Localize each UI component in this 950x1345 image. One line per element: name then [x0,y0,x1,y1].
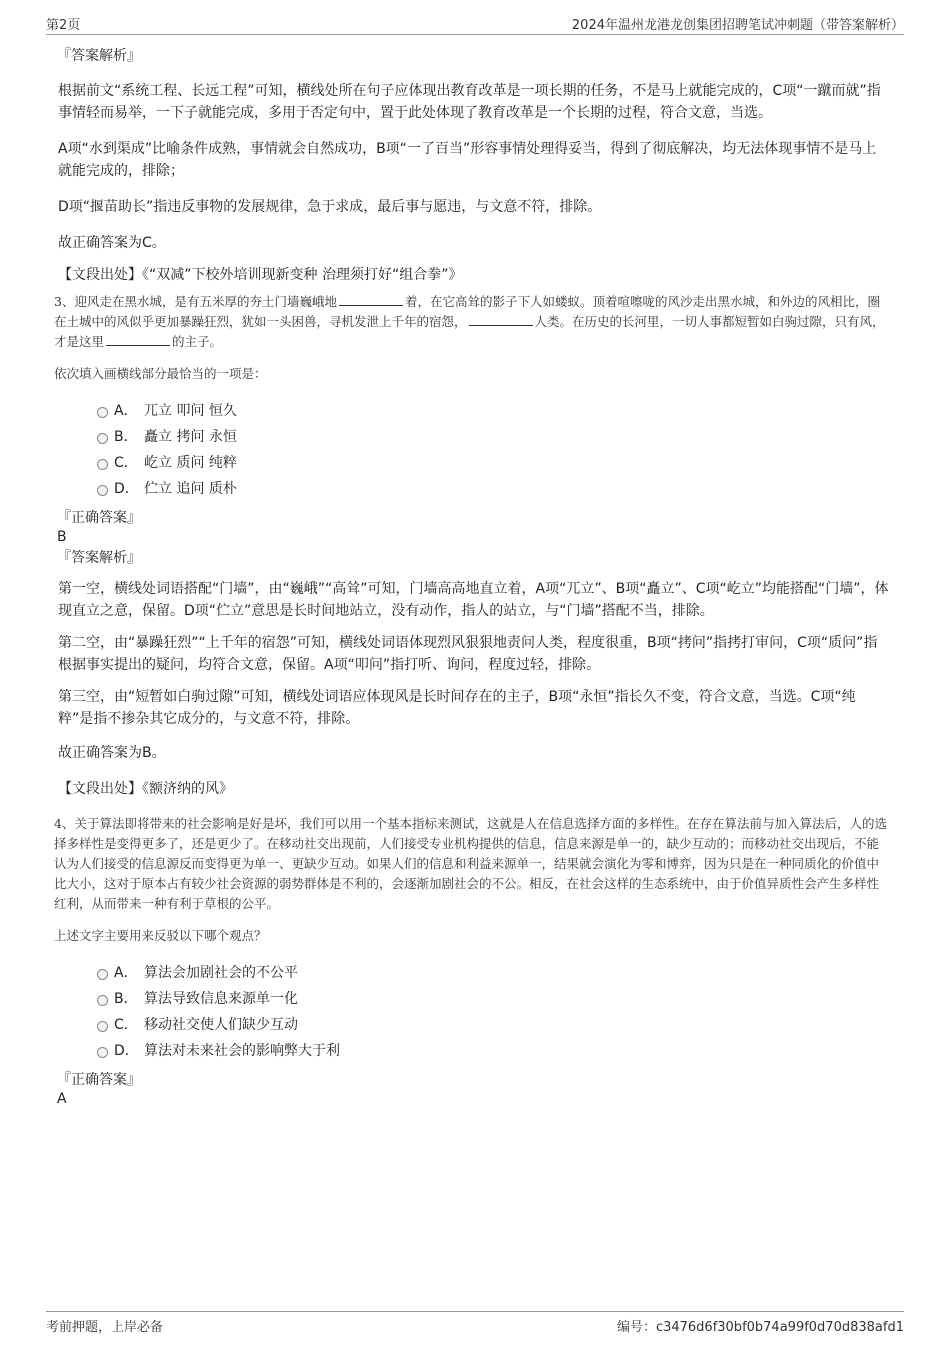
radio-button[interactable] [97,459,108,470]
page-footer [46,1311,904,1334]
page-content [54,46,889,1108]
analysis-paragraph: 第二空，由“暴躁狂烈”“上千年的宿怨”可知，横线处词语体现烈风狠狠地责问人类，程度很重，B项“拷问”指拷打审问，C项“质问”指根据事实提出的疑问，均符合文意，保留。A项“叩问”指打听、询问，程度过轻，排除。 [58,635,878,673]
radio-button[interactable] [97,995,108,1006]
passage-source: 【文段出处】《额济纳的风》 [58,781,233,797]
question-4-text: 4、关于算法即将带来的社会影响是好是坏，我们可以用一个基本指标来测试，这就是人在信息选择方面的多样性。在存在算法前与加入算法后，人的选择多样性是变得更多了，还是更少了。在移动社交出现前，人们接受专业机构提供的信息，信息来源是单一的，缺少互动的；而移动社交出现后，不能认为人们接受的信息源反而变得更为单一、更缺少互动。如果人们的信息和利益来源单一，结果就会演化为零和博弈，因为只是在一种同质化的价值中比大小，这对于原本占有较少社会资源的弱势群体是不利的，会逐渐加剧社会的不公。相反，在社会这样的生态系统中，由于价值异质性会产生多样性红利，从而带来一种有利于草根的公平。 [54,816,887,911]
correct-answer-value: A [57,1091,67,1107]
analysis-conclusion: 故正确答案为B。 [58,745,166,761]
blank-line [106,333,170,346]
radio-button[interactable] [97,1021,108,1032]
option-a[interactable]: A． 兀立 叩问 恒久 [57,398,889,424]
answer-analysis-label: 『答案解析』 [57,48,141,64]
option-b[interactable]: B． 算法导致信息来源单一化 [57,986,889,1012]
question-3-prompt: 依次填入画横线部分最恰当的一项是： [54,366,267,381]
question-4-options [57,960,889,1064]
radio-button[interactable] [97,433,108,444]
option-b[interactable]: B． 矗立 拷问 永恒 [57,424,889,450]
analysis-paragraph: 第三空，由“短暂如白驹过隙”可知，横线处词语应体现风是长时间存在的主子，B项“永恒”指长久不变，符合文意，当选。C项“纯粹”是指不掺杂其它成分的，与文意不符，排除。 [58,689,856,727]
blank-line [339,293,403,306]
correct-answer-value: B [57,529,67,545]
page-header [46,14,904,35]
analysis-paragraph: D项“揠苗助长”指违反事物的发展规律，急于求成，最后事与愿违，与文意不符，排除。 [58,199,602,215]
analysis-paragraph: A项“水到渠成”比喻条件成熟，事情就会自然成功，B项“一了百当”形容事情处理得妥当，得到了彻底解决，均无法体现事情不是马上就能完成的，排除； [58,141,877,179]
page-number: 第2页 [46,18,81,33]
question-3-options [57,398,889,502]
footer-slogan: 考前押题，上岸必备 [46,1320,164,1335]
radio-button[interactable] [97,969,108,980]
radio-button[interactable] [97,485,108,496]
passage-source: 【文段出处】《“双减”下校外培训现新变种 治理须打好“组合拳”》 [58,267,463,283]
correct-answer-label: 『正确答案』 [57,1072,141,1088]
blank-line [469,313,533,326]
question-4-prompt: 上述文字主要用来反驳以下哪个观点？ [54,928,267,943]
analysis-paragraph: 根据前文“系统工程、长远工程”可知，横线处所在句子应体现出教育改革是一项长期的任务，不是马上就能完成的，C项“一蹴而就”指事情轻而易举，一下子就能完成，多用于否定句中，置于此处体现了教育改革是一个长期的过程，符合文意，当选。 [58,83,881,121]
option-c[interactable]: C． 屹立 质问 纯粹 [57,450,889,476]
option-c[interactable]: C． 移动社交使人们缺少互动 [57,1012,889,1038]
option-a[interactable]: A． 算法会加剧社会的不公平 [57,960,889,986]
correct-answer-label: 『正确答案』 [57,510,141,526]
analysis-conclusion: 故正确答案为C。 [58,235,166,251]
option-d[interactable]: D． 算法对未来社会的影响弊大于利 [57,1038,889,1064]
document-title: 2024年温州龙港龙创集团招聘笔试冲刺题（带答案解析） [571,18,904,33]
radio-button[interactable] [97,1047,108,1058]
option-d[interactable]: D． 伫立 追问 质朴 [57,476,889,502]
radio-button[interactable] [97,407,108,418]
document-id: 编号：c3476d6f30bf0b74a99f0d70d838afd1 [616,1320,904,1335]
answer-analysis-label: 『答案解析』 [57,550,141,566]
question-3-text: 3、迎风走在黑水城，是有五米厚的夯土门墙巍峨地 着，在它高耸的影子下人如蝼蚁。顶着喧嚓咙的风沙走出黑水城，和外边的风相比，圈在土城中的风似乎更加暴躁狂烈，犹如一头困兽，寻机发泄上千年的宿怨， 人类。在历史的长河里，一切人事都短暂如白驹过隙，只有风，才是这里 的主子。 [54,294,885,349]
analysis-paragraph: 第一空，横线处词语搭配“门墙”，由“巍峨”“高耸”可知，门墙高高地直立着，A项“兀立”、B项“矗立”、C项“屹立”均能搭配“门墙”，体现直立之意，保留。D项“伫立”意思是长时间地站立，没有动作，指人的站立，与“门墙”搭配不当，排除。 [58,581,889,619]
